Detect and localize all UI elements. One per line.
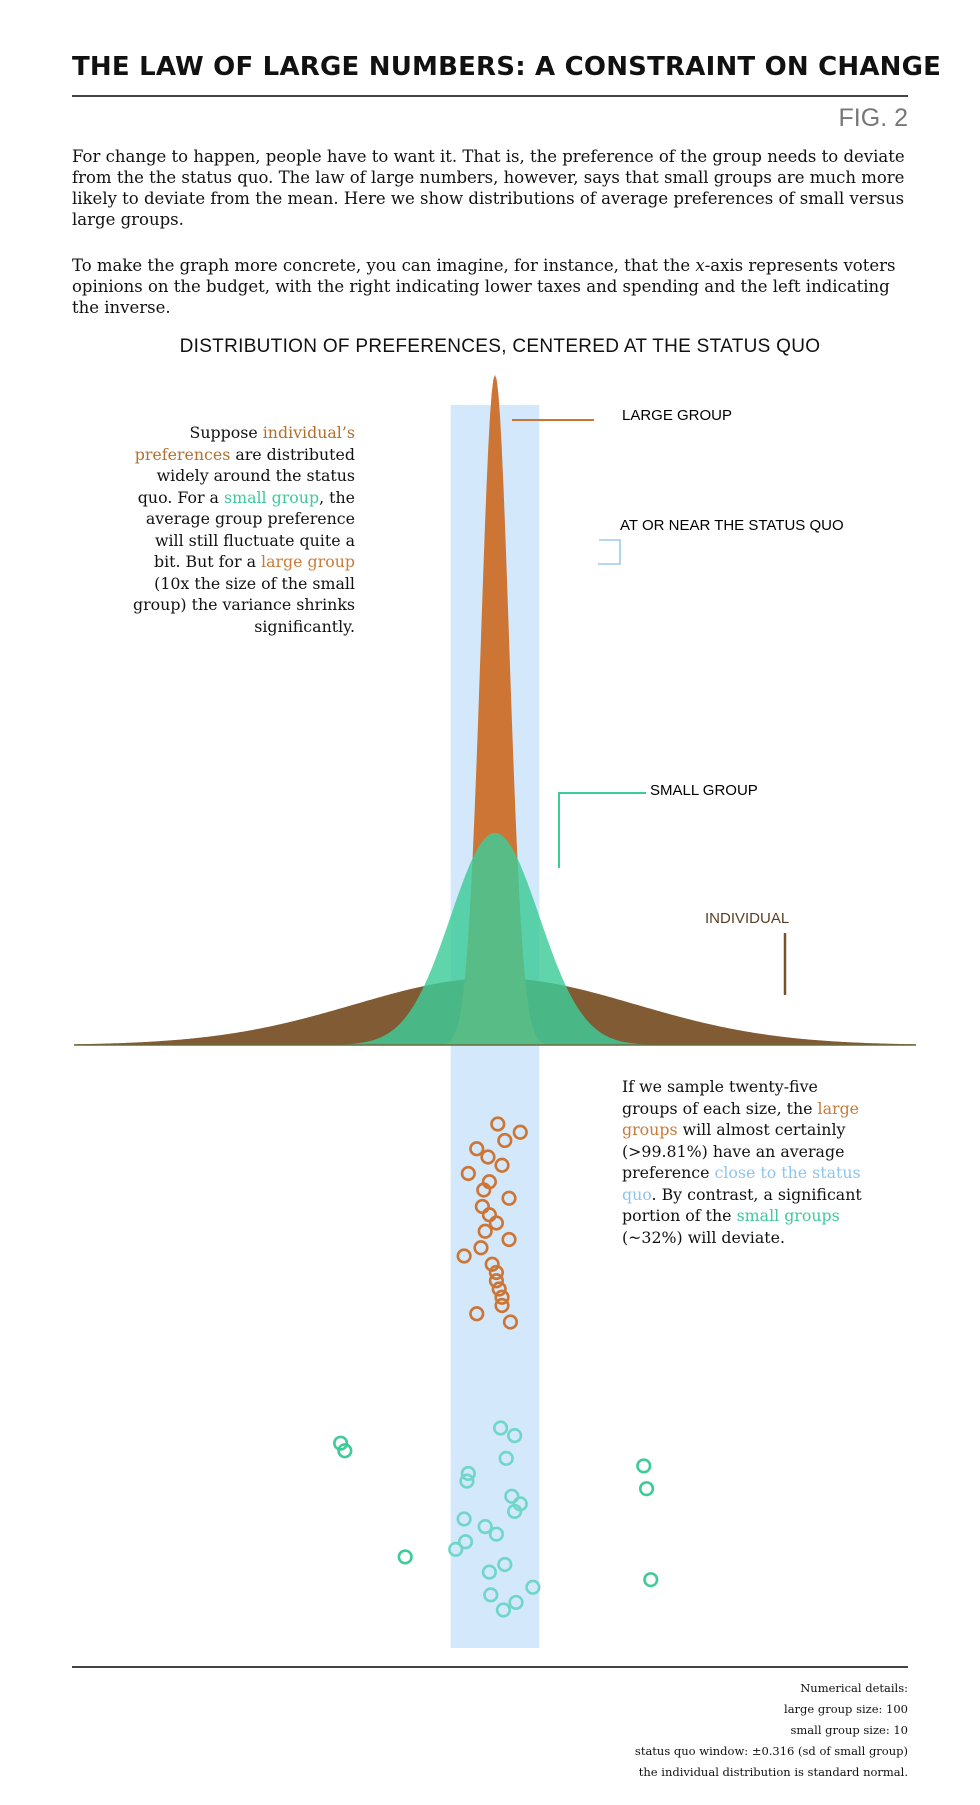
x-variable: x	[695, 256, 705, 275]
annotation-text: , the average group preference will still fluctuate quite a bit. But for a	[145, 487, 355, 571]
large-groups-highlight: large groups	[622, 1098, 860, 1139]
page-title: THE LAW OF LARGE NUMBERS: A CONSTRAINT ON CHANGE	[72, 52, 942, 82]
numerical-details	[635, 1678, 908, 1783]
small-group-highlight: small group	[223, 487, 320, 507]
small-group-leader-line	[559, 793, 646, 868]
individual-highlight: individual’s preferences	[134, 423, 355, 464]
left-annotation	[130, 422, 355, 637]
annotation-text: (~32%) will deviate.	[622, 1227, 785, 1247]
small-groups-highlight: small groups	[736, 1206, 840, 1225]
annotation-text: . By contrast, a significant portion of the	[622, 1184, 862, 1225]
individual-label: INDIVIDUAL	[705, 910, 790, 927]
notes-line: the individual distribution is standard normal.	[638, 1765, 908, 1779]
annotation-text: Suppose	[189, 423, 263, 442]
small-group-sample-dot	[637, 1460, 650, 1473]
small-group-label: SMALL GROUP	[650, 782, 758, 799]
status-quo-leader-line	[598, 540, 620, 564]
notes-line: status quo window: ±0.316 (sd of small group)	[634, 1744, 908, 1758]
annotation-text: If we sample twenty-five groups of each size, the	[622, 1077, 818, 1118]
annotation-text: (10x the size of the small group) the variance shrinks significantly.	[132, 573, 355, 636]
right-annotation	[622, 1076, 867, 1248]
intro-paragraph-1: For change to happen, people have to want it. That is, the preference of the group needs to deviate from the the status quo. The law of large numbers, however, says that small groups are much more likely to deviate from the mean. Here we show distributions of average preferences of small versus large groups.	[72, 147, 905, 229]
chart-title: DISTRIBUTION OF PREFERENCES, CENTERED AT THE STATUS QUO	[179, 336, 821, 357]
annotation-text: are distributed widely around the status quo. For a	[137, 444, 355, 507]
small-group-sample-dot	[399, 1551, 412, 1564]
small-group-sample-dot	[640, 1482, 653, 1495]
large-group-highlight: large group	[261, 552, 355, 571]
status-quo-highlight: close to the status quo	[622, 1163, 861, 1204]
figure-label: FIG. 2	[838, 104, 908, 132]
notes-heading: Numerical details:	[800, 1681, 908, 1695]
annotation-text: will almost certainly (>99.81%) have an average preference	[622, 1120, 846, 1182]
notes-line: large group size: 100	[784, 1702, 908, 1716]
small-group-sample-dot	[644, 1573, 657, 1586]
intro-text: -axis represents voters opinions on the budget, with the right indicating lower taxes and spending and the left indicating the inverse.	[72, 256, 896, 317]
small-group-curve	[74, 833, 916, 1045]
notes-line: small group size: 10	[790, 1723, 908, 1737]
large-group-label: LARGE GROUP	[622, 407, 733, 424]
footer-rule	[72, 1666, 908, 1668]
status-quo-label: AT OR NEAR THE STATUS QUO	[620, 517, 844, 534]
intro-text: To make the graph more concrete, you can imagine, for instance, that the	[72, 256, 696, 275]
